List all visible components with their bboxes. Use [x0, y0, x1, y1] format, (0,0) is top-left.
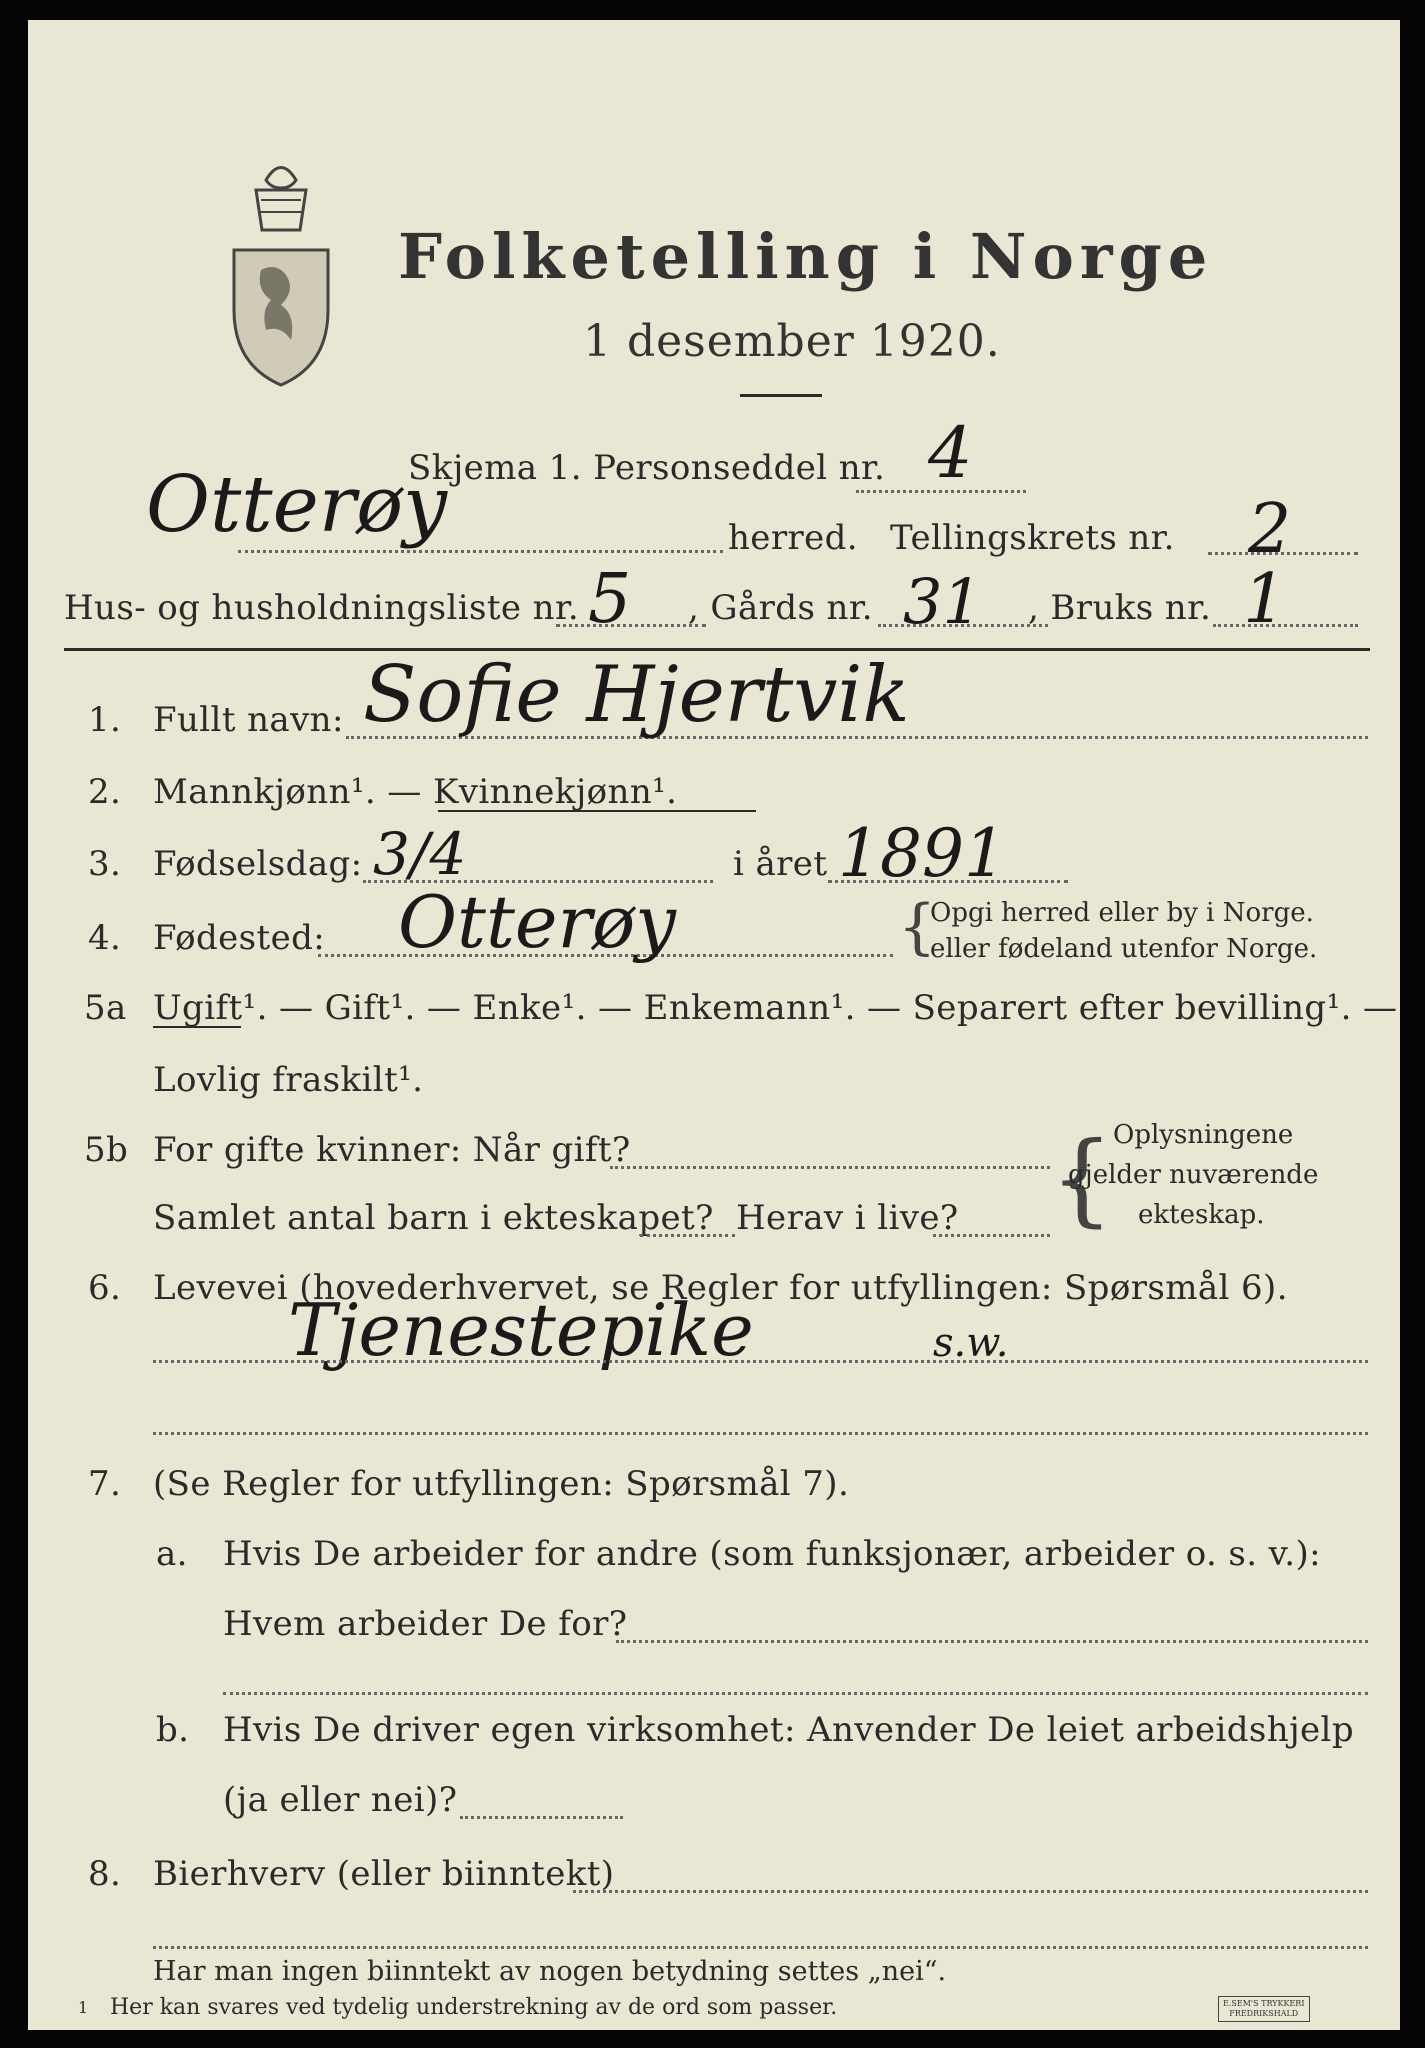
- q6-line-2: [153, 1432, 1368, 1435]
- title-underline: [740, 394, 822, 397]
- census-form: [28, 20, 1400, 2030]
- q4-note-1: Opgi herred eller by i Norge.: [930, 898, 1314, 928]
- q6-value-2: s.w.: [933, 1320, 1009, 1366]
- herred-value: Otterøy: [146, 460, 448, 550]
- q8-num: 8.: [88, 1854, 122, 1894]
- coat-of-arms-icon: [226, 150, 336, 390]
- hus-value: 5: [588, 560, 632, 639]
- form-title: Folketelling i Norge: [398, 220, 1214, 293]
- hus-label: Hus- og husholdningsliste nr.: [64, 588, 580, 628]
- census-date: 1 desember 1920.: [583, 316, 1001, 367]
- stamp-line-2: FREDRIKSHALD: [1229, 2009, 1299, 2018]
- q1-num: 1.: [88, 700, 122, 740]
- q8-label: Bierhverv (eller biinntekt): [153, 1854, 615, 1894]
- q3-year-value: 1891: [838, 815, 1006, 892]
- q7b-line-dots: [460, 1816, 623, 1819]
- tellingskrets-label: Tellingskrets nr.: [890, 518, 1175, 558]
- q7-label: (Se Regler for utfyllingen: Spørsmål 7).: [153, 1464, 850, 1504]
- q7b-line2: (ja eller nei)?: [223, 1780, 458, 1820]
- q6-num: 6.: [88, 1268, 122, 1308]
- q8-line-dots: [573, 1890, 1368, 1893]
- q5a-line2: Lovlig fraskilt¹.: [153, 1060, 424, 1100]
- footnote: Her kan svares ved tydelig understrekning av de ord som passer.: [110, 1995, 838, 2020]
- q5b-brace: {: [1050, 1120, 1114, 1237]
- stamp-line-1: E.SEM'S TRYKKERI: [1223, 1999, 1305, 2008]
- q5b-note-1: Oplysningene: [1113, 1120, 1294, 1150]
- gards-value: 31: [903, 565, 982, 638]
- gards-label: , Gårds nr.: [688, 588, 873, 628]
- q4-label: Fødested:: [153, 918, 326, 958]
- tellingskrets-value: 2: [1248, 490, 1292, 569]
- q2-underline-kvinnekjonn: [438, 810, 756, 812]
- q2-num: 2.: [88, 772, 122, 812]
- q3-year-label: i året: [733, 844, 828, 884]
- q7a-line1: Hvis De arbeider for andre (som funksjonær, arbeider o. s. v.):: [223, 1534, 1321, 1574]
- bruks-label: , Bruks nr.: [1028, 588, 1212, 628]
- q7b-num: b.: [156, 1710, 190, 1750]
- q5b-children-dots: [640, 1234, 735, 1237]
- q5b-note-3: ekteskap.: [1138, 1200, 1265, 1230]
- q6-line-1: [153, 1360, 1368, 1363]
- q5a-line1: Ugift¹. — Gift¹. — Enke¹. — Enkemann¹. — Separert efter bevilling¹. —: [153, 988, 1398, 1028]
- q3-num: 3.: [88, 844, 122, 884]
- q5a-underline-start: [153, 1026, 173, 1028]
- q5b-note-2: gjelder nuværende: [1068, 1160, 1319, 1190]
- q3-label: Fødselsdag:: [153, 844, 363, 884]
- q7a-line2: Hvem arbeider De for?: [223, 1604, 628, 1644]
- q8-line-dots-2: [153, 1946, 1368, 1949]
- q5b-herav-label: Herav i live?: [736, 1198, 959, 1238]
- footnote-mark: 1: [78, 1998, 89, 2017]
- skjema-value: 4: [928, 412, 973, 494]
- q5b-line1: For gifte kvinner: Når gift?: [153, 1130, 631, 1170]
- q5a-num: 5a: [84, 988, 127, 1028]
- q5b-line1-dots: [610, 1166, 1050, 1169]
- q4-note-2: eller fødeland utenfor Norge.: [930, 934, 1318, 964]
- q7a-line-dots-2: [223, 1692, 1368, 1695]
- q1-label: Fullt navn:: [153, 700, 344, 740]
- q7b-line1: Hvis De driver egen virksomhet: Anvender De leiet arbeidshjelp: [223, 1710, 1354, 1750]
- bruks-value: 1: [1243, 560, 1287, 639]
- q5b-line2: Samlet antal barn i ekteskapet?: [153, 1198, 714, 1238]
- q7-num: 7.: [88, 1464, 122, 1504]
- q4-num: 4.: [88, 918, 122, 958]
- q5b-num: 5b: [84, 1130, 129, 1170]
- q6-value: Tjenestepike: [288, 1288, 754, 1372]
- q7a-line-dots: [616, 1640, 1368, 1643]
- q4-value: Otterøy: [398, 880, 676, 964]
- q1-value: Sofie Hjertvik: [363, 650, 910, 740]
- q2-label: Mannkjønn¹. — Kvinnekjønn¹.: [153, 772, 678, 812]
- herred-line: [238, 550, 723, 553]
- herred-label: herred.: [728, 518, 859, 558]
- q3-value: 3/4: [373, 820, 467, 888]
- q4-brace: {: [898, 892, 937, 962]
- printer-stamp: [1218, 1996, 1310, 2022]
- skjema-label: Skjema 1. Personseddel nr.: [408, 448, 886, 488]
- note-bottom: Har man ingen biinntekt av nogen betydning settes „nei“.: [153, 1956, 947, 1987]
- q6-label: Levevei (hovederhvervet, se Regler for utfyllingen: Spørsmål 6).: [153, 1268, 1288, 1308]
- q7a-num: a.: [156, 1534, 188, 1574]
- q5b-herav-dots: [933, 1234, 1050, 1237]
